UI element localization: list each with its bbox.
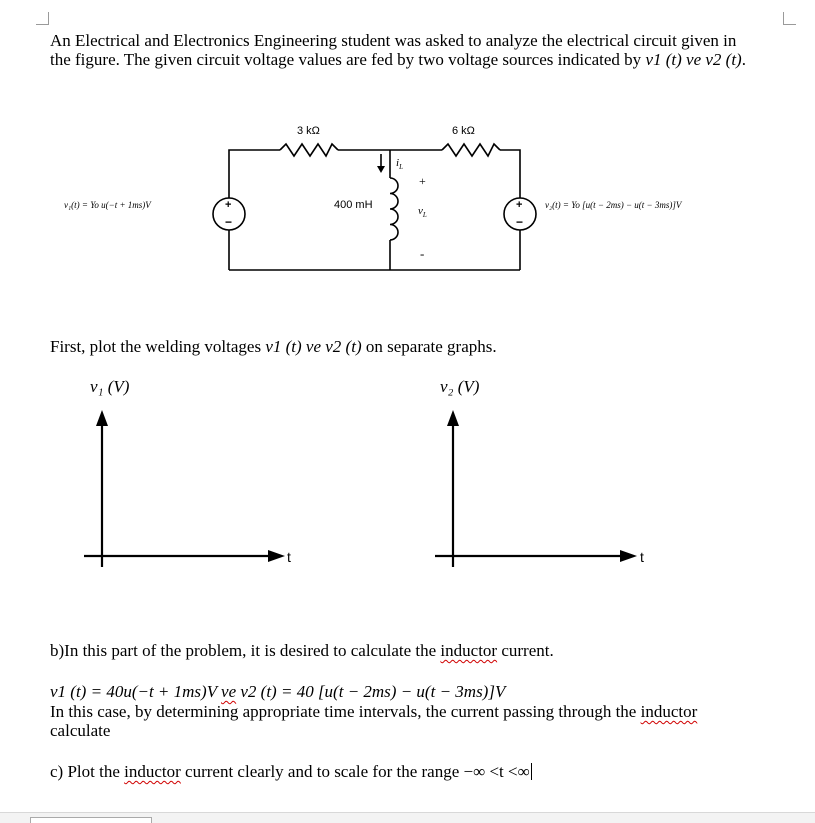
intro-sources-math: v1 (t) ve v2 (t) [645, 50, 742, 69]
source-v2-equation: v₂(t) = Yo [u(t − 2ms) − u(t − 3ms)]V [545, 200, 682, 210]
bottom-tab[interactable] [30, 817, 152, 823]
part-b-line-2-text: In this case, by determining appropriate time intervals, the current passing through the [50, 702, 641, 721]
vl-minus: - [420, 246, 425, 261]
part-c-text-1: c) Plot the [50, 762, 125, 781]
text-cursor [531, 763, 532, 780]
source-v2-minus: − [516, 215, 524, 229]
part-c-text-2: current clearly and to scale for the range −∞ <t <∞ [180, 762, 530, 781]
part-a-math: v1 (t) ve v2 (t) [265, 337, 362, 356]
part-b-line-2 [50, 702, 697, 721]
v1-x-arrow [268, 550, 285, 562]
crop-mark-top-left [36, 12, 49, 25]
intro-line-2-text: the figure. The given circuit voltage values are fed by two voltage sources indicated by [50, 50, 646, 69]
current-arrow-head [377, 166, 385, 173]
v2-t-label: t [640, 549, 644, 565]
intro-line-1: An Electrical and Electronics Engineering student was asked to analyze the electrical circuit given in [50, 31, 737, 50]
source-v1-plus: + [225, 199, 232, 211]
part-b-equation [50, 682, 505, 701]
v1-axis-label: v₁ (V) [90, 377, 130, 396]
v1-y-arrow [96, 410, 108, 426]
part-b-text-1: b)In this part of the problem, it is desired to calculate the [50, 641, 441, 660]
source-v2-plus: + [516, 199, 523, 211]
graphs-area [0, 370, 815, 600]
v2-y-arrow [447, 410, 459, 426]
vl-plus: + [419, 174, 426, 188]
intro-period: . [741, 50, 746, 69]
current-label: $i_L$ [396, 157, 403, 171]
resistor-3k [280, 144, 338, 156]
part-b-text-2: current. [497, 641, 554, 660]
part-a-text-1: First, plot the welding voltages [50, 337, 266, 356]
vl-label: $v_L$ [418, 205, 427, 219]
part-b-eq-v1: v1 (t) = 40u(−t + 1ms)V [50, 682, 222, 701]
part-b-line-2-inductor: inductor [640, 702, 698, 721]
resistor-3k-label: 3 kΩ [297, 125, 320, 137]
wire-left-top [229, 150, 280, 198]
resistor-6k-label: 6 kΩ [452, 125, 475, 137]
resistor-6k [442, 144, 500, 156]
intro-line-2 [50, 50, 746, 69]
inductor-label: 400 mH [334, 199, 373, 211]
part-b-inductor-word: inductor [440, 641, 498, 660]
source-v1-minus: − [225, 215, 233, 229]
wire-right-top [500, 150, 520, 198]
part-b-eq-ve: ve [221, 682, 237, 701]
part-b-text [50, 641, 554, 660]
inductor-coil [390, 178, 398, 240]
v2-x-arrow [620, 550, 637, 562]
part-c-text[interactable] [50, 762, 532, 781]
part-a-text [50, 337, 497, 356]
v1-t-label: t [287, 549, 291, 565]
source-v1-equation: v₁(t) = Yo u(−t + 1ms)V [64, 200, 151, 210]
part-b-eq-v2: v2 (t) = 40 [u(t − 2ms) − u(t − 3ms)]V [236, 682, 506, 701]
crop-mark-top-right [783, 12, 796, 25]
v2-axis-label: v₂ (V) [440, 377, 480, 396]
part-c-inductor-word: inductor [124, 762, 181, 781]
part-b-line-3: calculate [50, 721, 111, 740]
part-a-text-2: on separate graphs. [361, 337, 497, 356]
circuit-diagram [0, 110, 815, 290]
